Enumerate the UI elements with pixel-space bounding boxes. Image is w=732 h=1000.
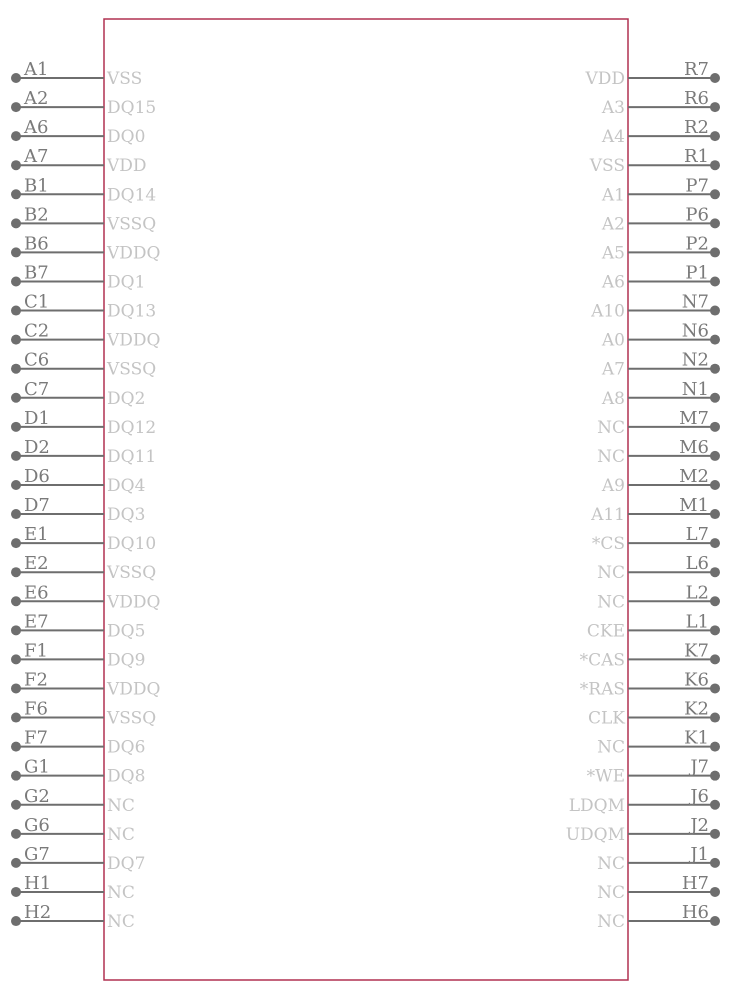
pin-name-label: DQ13 [107, 301, 157, 322]
pin-connection-dot [11, 625, 21, 635]
pin-connection-dot [11, 567, 21, 577]
pin [11, 379, 145, 409]
pin-name-label: A9 [601, 475, 625, 496]
pin-number-label: J7 [690, 756, 709, 778]
pin-number-label: H1 [24, 872, 52, 894]
pin [11, 204, 156, 234]
pin [590, 495, 720, 525]
pin-number-label: D7 [24, 495, 50, 517]
pin-connection-dot [710, 247, 720, 257]
pin [601, 466, 720, 496]
pin-connection-dot [710, 451, 720, 461]
pin-connection-dot [11, 800, 21, 810]
pin-name-label: A6 [601, 272, 625, 293]
pin-number-label: A2 [24, 88, 49, 110]
pin-name-label: VDD [107, 156, 147, 177]
pin [601, 350, 720, 380]
pin [11, 88, 156, 118]
pin-number-label: G7 [24, 843, 50, 865]
right-pin-group [566, 59, 720, 932]
pin-name-label: DQ7 [107, 853, 146, 874]
pin-connection-dot [11, 451, 21, 461]
pin-number-label: A7 [24, 146, 49, 168]
pin [597, 844, 720, 874]
pin-name-label: A3 [601, 98, 625, 119]
pin [566, 815, 720, 845]
pin-number-label: G2 [24, 785, 50, 807]
pin-number-label: J2 [690, 814, 709, 836]
pin-name-label: NC [107, 882, 135, 903]
pin-connection-dot [11, 247, 21, 257]
pin-name-label: NC [597, 563, 625, 584]
pin-connection-dot [710, 364, 720, 374]
pin-connection-dot [710, 73, 720, 83]
pin-number-label: P2 [685, 233, 709, 255]
pin-name-label: VDDQ [107, 330, 161, 351]
pin-name-label: DQ3 [107, 505, 146, 526]
pin [11, 321, 160, 351]
pin-name-label: VDD [585, 69, 625, 89]
pin-name-label: VSS [589, 156, 625, 177]
pin [597, 408, 720, 438]
pin-name-label: DQ9 [107, 650, 146, 671]
pin-connection-dot [11, 364, 21, 374]
pin-connection-dot [11, 858, 21, 868]
pin [11, 582, 160, 612]
pin-name-label: LDQM [568, 795, 625, 816]
pin [11, 553, 156, 583]
pin-connection-dot [11, 218, 21, 228]
pin-connection-dot [11, 73, 21, 83]
pin-name-label: CLK [588, 708, 625, 729]
pin-name-label: NC [107, 824, 135, 845]
pin-connection-dot [11, 422, 21, 432]
pin [569, 786, 720, 816]
pin-number-label: H7 [681, 872, 709, 894]
pin-name-label: A11 [591, 505, 625, 526]
pin [597, 728, 720, 758]
pin-number-label: K6 [684, 669, 709, 691]
pin-connection-dot [710, 102, 720, 112]
pin-name-label: VSS [107, 69, 143, 89]
pin [601, 88, 720, 118]
pin [11, 466, 145, 496]
pin [11, 815, 135, 845]
pin-name-label: DQ4 [107, 475, 146, 496]
pin-connection-dot [710, 509, 720, 519]
pin [597, 902, 720, 932]
pin-name-label: VDDQ [107, 243, 161, 264]
pin-number-label: G1 [24, 756, 50, 778]
pin [11, 786, 135, 816]
pin-number-label: D2 [24, 436, 50, 458]
pin-connection-dot [710, 422, 720, 432]
pin-number-label: M7 [679, 407, 709, 429]
pin [592, 524, 720, 554]
pin-connection-dot [11, 887, 21, 897]
pin-number-label: H6 [681, 902, 709, 924]
pin-connection-dot [710, 625, 720, 635]
pin-number-label: A1 [24, 59, 49, 80]
pin [11, 408, 156, 438]
pin-connection-dot [11, 480, 21, 490]
pin-number-label: M1 [679, 495, 709, 517]
pin [11, 524, 156, 554]
pin-connection-dot [710, 800, 720, 810]
pin-name-label: NC [107, 912, 135, 933]
pin-number-label: C6 [24, 349, 50, 371]
pin [597, 873, 720, 903]
pin-number-label: M2 [679, 465, 709, 487]
pin-number-label: N6 [681, 320, 709, 342]
pin-number-label: F7 [24, 727, 48, 749]
pin-name-label: A1 [601, 185, 625, 206]
pin [601, 379, 720, 409]
pin [601, 204, 720, 234]
pin [11, 873, 135, 903]
pin-number-label: E1 [24, 524, 49, 546]
pin-number-label: R2 [683, 117, 709, 139]
pin-number-label: E7 [24, 611, 49, 633]
pin-name-label: NC [597, 592, 625, 613]
pin [589, 146, 720, 176]
pin-name-label: DQ2 [107, 388, 146, 409]
pin-connection-dot [710, 131, 720, 141]
pin-connection-dot [710, 654, 720, 664]
pin-name-label: DQ15 [107, 98, 157, 119]
pin [580, 640, 720, 670]
pin [587, 757, 720, 787]
pin [590, 292, 720, 322]
pin [11, 611, 145, 641]
pin-connection-dot [11, 306, 21, 316]
pin-connection-dot [710, 771, 720, 781]
pin [601, 117, 720, 147]
pin-name-label: *RAS [579, 679, 625, 700]
pin-connection-dot [710, 829, 720, 839]
pin-number-label: E2 [24, 553, 49, 575]
pin-connection-dot [710, 160, 720, 170]
pin-connection-dot [11, 276, 21, 286]
pin-name-label: A4 [601, 127, 625, 148]
pin [587, 611, 720, 641]
pin-name-label: NC [597, 417, 625, 438]
pin-connection-dot [710, 858, 720, 868]
pin-name-label: NC [597, 882, 625, 903]
pin [11, 175, 156, 205]
pin-number-label: L7 [685, 524, 709, 546]
pin-number-label: N2 [681, 349, 709, 371]
pin-number-label: P6 [685, 204, 709, 226]
pin-number-label: J1 [690, 843, 709, 865]
pin-connection-dot [11, 654, 21, 664]
pin-number-label: F2 [24, 669, 48, 691]
pin-connection-dot [11, 916, 21, 926]
pin-number-label: L6 [685, 553, 709, 575]
pin-connection-dot [11, 160, 21, 170]
pin [11, 437, 156, 467]
pin-name-label: DQ12 [107, 417, 157, 438]
pin-number-label: P1 [685, 262, 709, 284]
pin-number-label: E6 [24, 582, 49, 604]
pin [601, 233, 720, 263]
pin-name-label: DQ8 [107, 766, 146, 787]
pin-connection-dot [710, 218, 720, 228]
pin [11, 233, 160, 263]
pin-name-label: A2 [601, 214, 625, 235]
pin-name-label: DQ14 [107, 185, 157, 206]
pin [11, 902, 135, 932]
pin [11, 146, 147, 176]
pin-connection-dot [710, 713, 720, 723]
pin-name-label: CKE [586, 621, 625, 642]
pin-name-label: A7 [601, 359, 625, 380]
pin-name-label: A5 [601, 243, 625, 264]
pin-number-label: G6 [24, 814, 50, 836]
pin-connection-dot [11, 131, 21, 141]
pin-number-label: R1 [683, 146, 709, 168]
pin [11, 669, 160, 699]
pin-number-label: K7 [684, 640, 709, 662]
pin [11, 292, 156, 322]
pin [11, 844, 145, 874]
pin-connection-dot [710, 335, 720, 345]
pin-number-label: K2 [684, 698, 709, 720]
pin-connection-dot [710, 538, 720, 548]
pin-connection-dot [11, 713, 21, 723]
pin [601, 175, 720, 205]
pin [11, 640, 145, 670]
pin-number-label: F1 [24, 640, 48, 662]
pin-number-label: N1 [681, 378, 709, 400]
pin-number-label: D1 [24, 407, 50, 429]
pin-number-label: J6 [690, 785, 709, 807]
pin-number-label: B2 [24, 204, 49, 226]
pin-name-label: DQ1 [107, 272, 146, 293]
pin-name-label: VSSQ [107, 563, 157, 584]
pin [11, 495, 145, 525]
pin [11, 728, 145, 758]
pin-connection-dot [710, 596, 720, 606]
pin-number-label: B6 [24, 233, 49, 255]
pin-name-label: *CAS [579, 650, 625, 671]
pin-connection-dot [710, 480, 720, 490]
pin-number-label: B1 [24, 175, 49, 197]
pin-number-label: P7 [685, 175, 709, 197]
pin-name-label: DQ11 [107, 446, 157, 467]
pin-name-label: NC [597, 446, 625, 467]
pin [584, 59, 720, 89]
pin [11, 757, 145, 787]
pin-connection-dot [710, 393, 720, 403]
pin [580, 669, 720, 699]
pin-connection-dot [11, 538, 21, 548]
pin [588, 699, 720, 729]
pin-connection-dot [11, 509, 21, 519]
pin [597, 553, 720, 583]
pin [11, 117, 145, 147]
pin-name-label: A10 [591, 301, 625, 322]
pin-connection-dot [710, 567, 720, 577]
pin-number-label: R6 [683, 88, 709, 110]
pin-number-label: C2 [24, 320, 50, 342]
pin-number-label: N7 [681, 291, 709, 313]
pin [601, 262, 720, 292]
pin-number-label: C7 [24, 378, 50, 400]
pin [601, 321, 720, 351]
pin-number-label: L1 [685, 611, 709, 633]
pin-name-label: NC [597, 737, 625, 758]
pin-name-label: DQ6 [107, 737, 146, 758]
pin-name-label: NC [597, 912, 625, 933]
pin-connection-dot [11, 771, 21, 781]
pin [597, 582, 720, 612]
pin-connection-dot [11, 102, 21, 112]
pin-name-label: *CS [591, 534, 625, 555]
pin [11, 262, 145, 292]
pin [11, 59, 142, 89]
pin-name-label: A0 [601, 330, 625, 351]
pin-connection-dot [11, 189, 21, 199]
pin-connection-dot [11, 829, 21, 839]
pin [597, 437, 720, 467]
pin-number-label: B7 [24, 262, 49, 284]
pin-connection-dot [710, 189, 720, 199]
pin-number-label: R7 [683, 59, 709, 80]
pin-name-label: VDDQ [107, 592, 161, 613]
pin-name-label: *WE [586, 766, 625, 787]
pin-name-label: VSSQ [107, 708, 157, 729]
pin [11, 699, 156, 729]
pin-number-label: M6 [679, 436, 709, 458]
pin-connection-dot [710, 916, 720, 926]
pin-name-label: UDQM [565, 824, 625, 845]
pin-connection-dot [11, 742, 21, 752]
pin-connection-dot [11, 683, 21, 693]
pin-number-label: H2 [24, 902, 52, 924]
pin-number-label: L2 [685, 582, 709, 604]
pin-number-label: K1 [684, 727, 709, 749]
pin-name-label: DQ5 [107, 621, 146, 642]
pin-number-label: D6 [24, 465, 50, 487]
pin-connection-dot [11, 335, 21, 345]
pin-connection-dot [11, 596, 21, 606]
pin-name-label: DQ0 [107, 127, 146, 148]
pin-connection-dot [710, 887, 720, 897]
pin-connection-dot [710, 306, 720, 316]
left-pin-group [11, 59, 160, 932]
pin-connection-dot [710, 742, 720, 752]
pin-name-label: VSSQ [107, 214, 157, 235]
pin-name-label: DQ10 [107, 534, 157, 555]
pin-number-label: A6 [24, 117, 49, 139]
pin-name-label: A8 [601, 388, 625, 409]
pin-number-label: C1 [24, 291, 50, 313]
pin-name-label: VDDQ [107, 679, 161, 700]
pin-name-label: NC [597, 853, 625, 874]
pin-connection-dot [11, 393, 21, 403]
pin-connection-dot [710, 683, 720, 693]
ic-body-outline [104, 19, 628, 980]
pin [11, 350, 156, 380]
pin-name-label: NC [107, 795, 135, 816]
pin-connection-dot [710, 276, 720, 286]
pin-name-label: VSSQ [107, 359, 157, 380]
pin-number-label: F6 [24, 698, 48, 720]
